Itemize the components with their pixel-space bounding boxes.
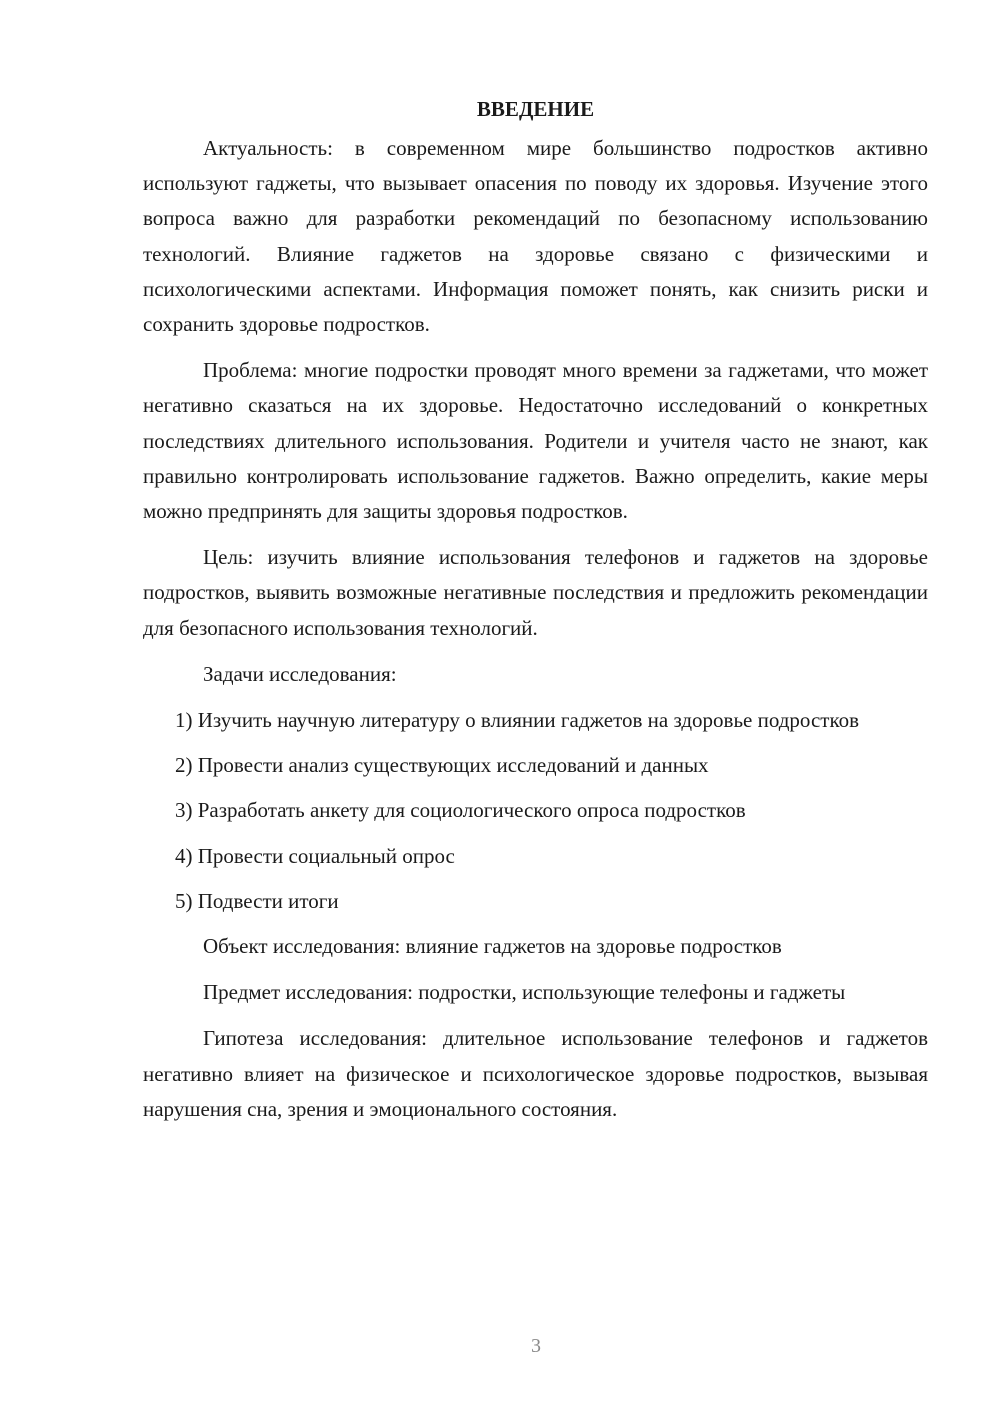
task-item-1: 1) Изучить научную литературу о влиянии гаджетов на здоровье подростков [175, 708, 859, 733]
paragraph-hypothesis: Гипотеза исследования: длительное использование телефонов и гаджетов негативно влияет на физическое и психологическое здоровье подростков, вызывая нарушения сна, зрения и эмоционального состояния. [143, 1026, 928, 1121]
paragraph-problem: Проблема: многие подростки проводят много времени за гаджетами, что может негативно сказаться на их здоровье. Недостаточно исследований о конкретных последствиях длительного использования. Родители и учителя часто не знают, как правильно контролировать использование гаджетов. Важно определить, какие меры можно предпринять для защиты здоровья подростков. [143, 358, 928, 524]
task-item-3: 3) Разработать анкету для социологического опроса подростков [175, 798, 746, 823]
paragraph-subject: Предмет исследования: подростки, использующие телефоны и гаджеты [203, 980, 846, 1005]
paragraph-object: Объект исследования: влияние гаджетов на здоровье подростков [203, 934, 782, 959]
page-number: 3 [531, 1335, 541, 1357]
document-title: ВВЕДЕНИЕ [476, 97, 595, 121]
task-item-5: 5) Подвести итоги [175, 888, 339, 913]
paragraph-relevance: Актуальность: в современном мире большинство подростков активно используют гаджеты, что вызывает опасения по поводу их здоровья. Изучение этого вопроса важно для разработки рекомендаций по безопасному использованию технологий. Влияние гаджетов на здоровье связано с физическими и психологическими аспектами. Информация поможет понять, как снизить риски и сохранить здоровье подростков. [143, 136, 928, 337]
task-item-4: 4) Провести социальный опрос [175, 843, 455, 868]
document-page [143, 92, 928, 1138]
task-item-2: 2) Провести анализ существующих исследований и данных [175, 753, 709, 778]
tasks-heading: Задачи исследования: [203, 661, 397, 686]
paragraph-goal: Цель: изучить влияние использования телефонов и гаджетов на здоровье подростков, выявить возможные негативные последствия и предложить рекомендации для безопасного использования технологий. [143, 545, 928, 640]
